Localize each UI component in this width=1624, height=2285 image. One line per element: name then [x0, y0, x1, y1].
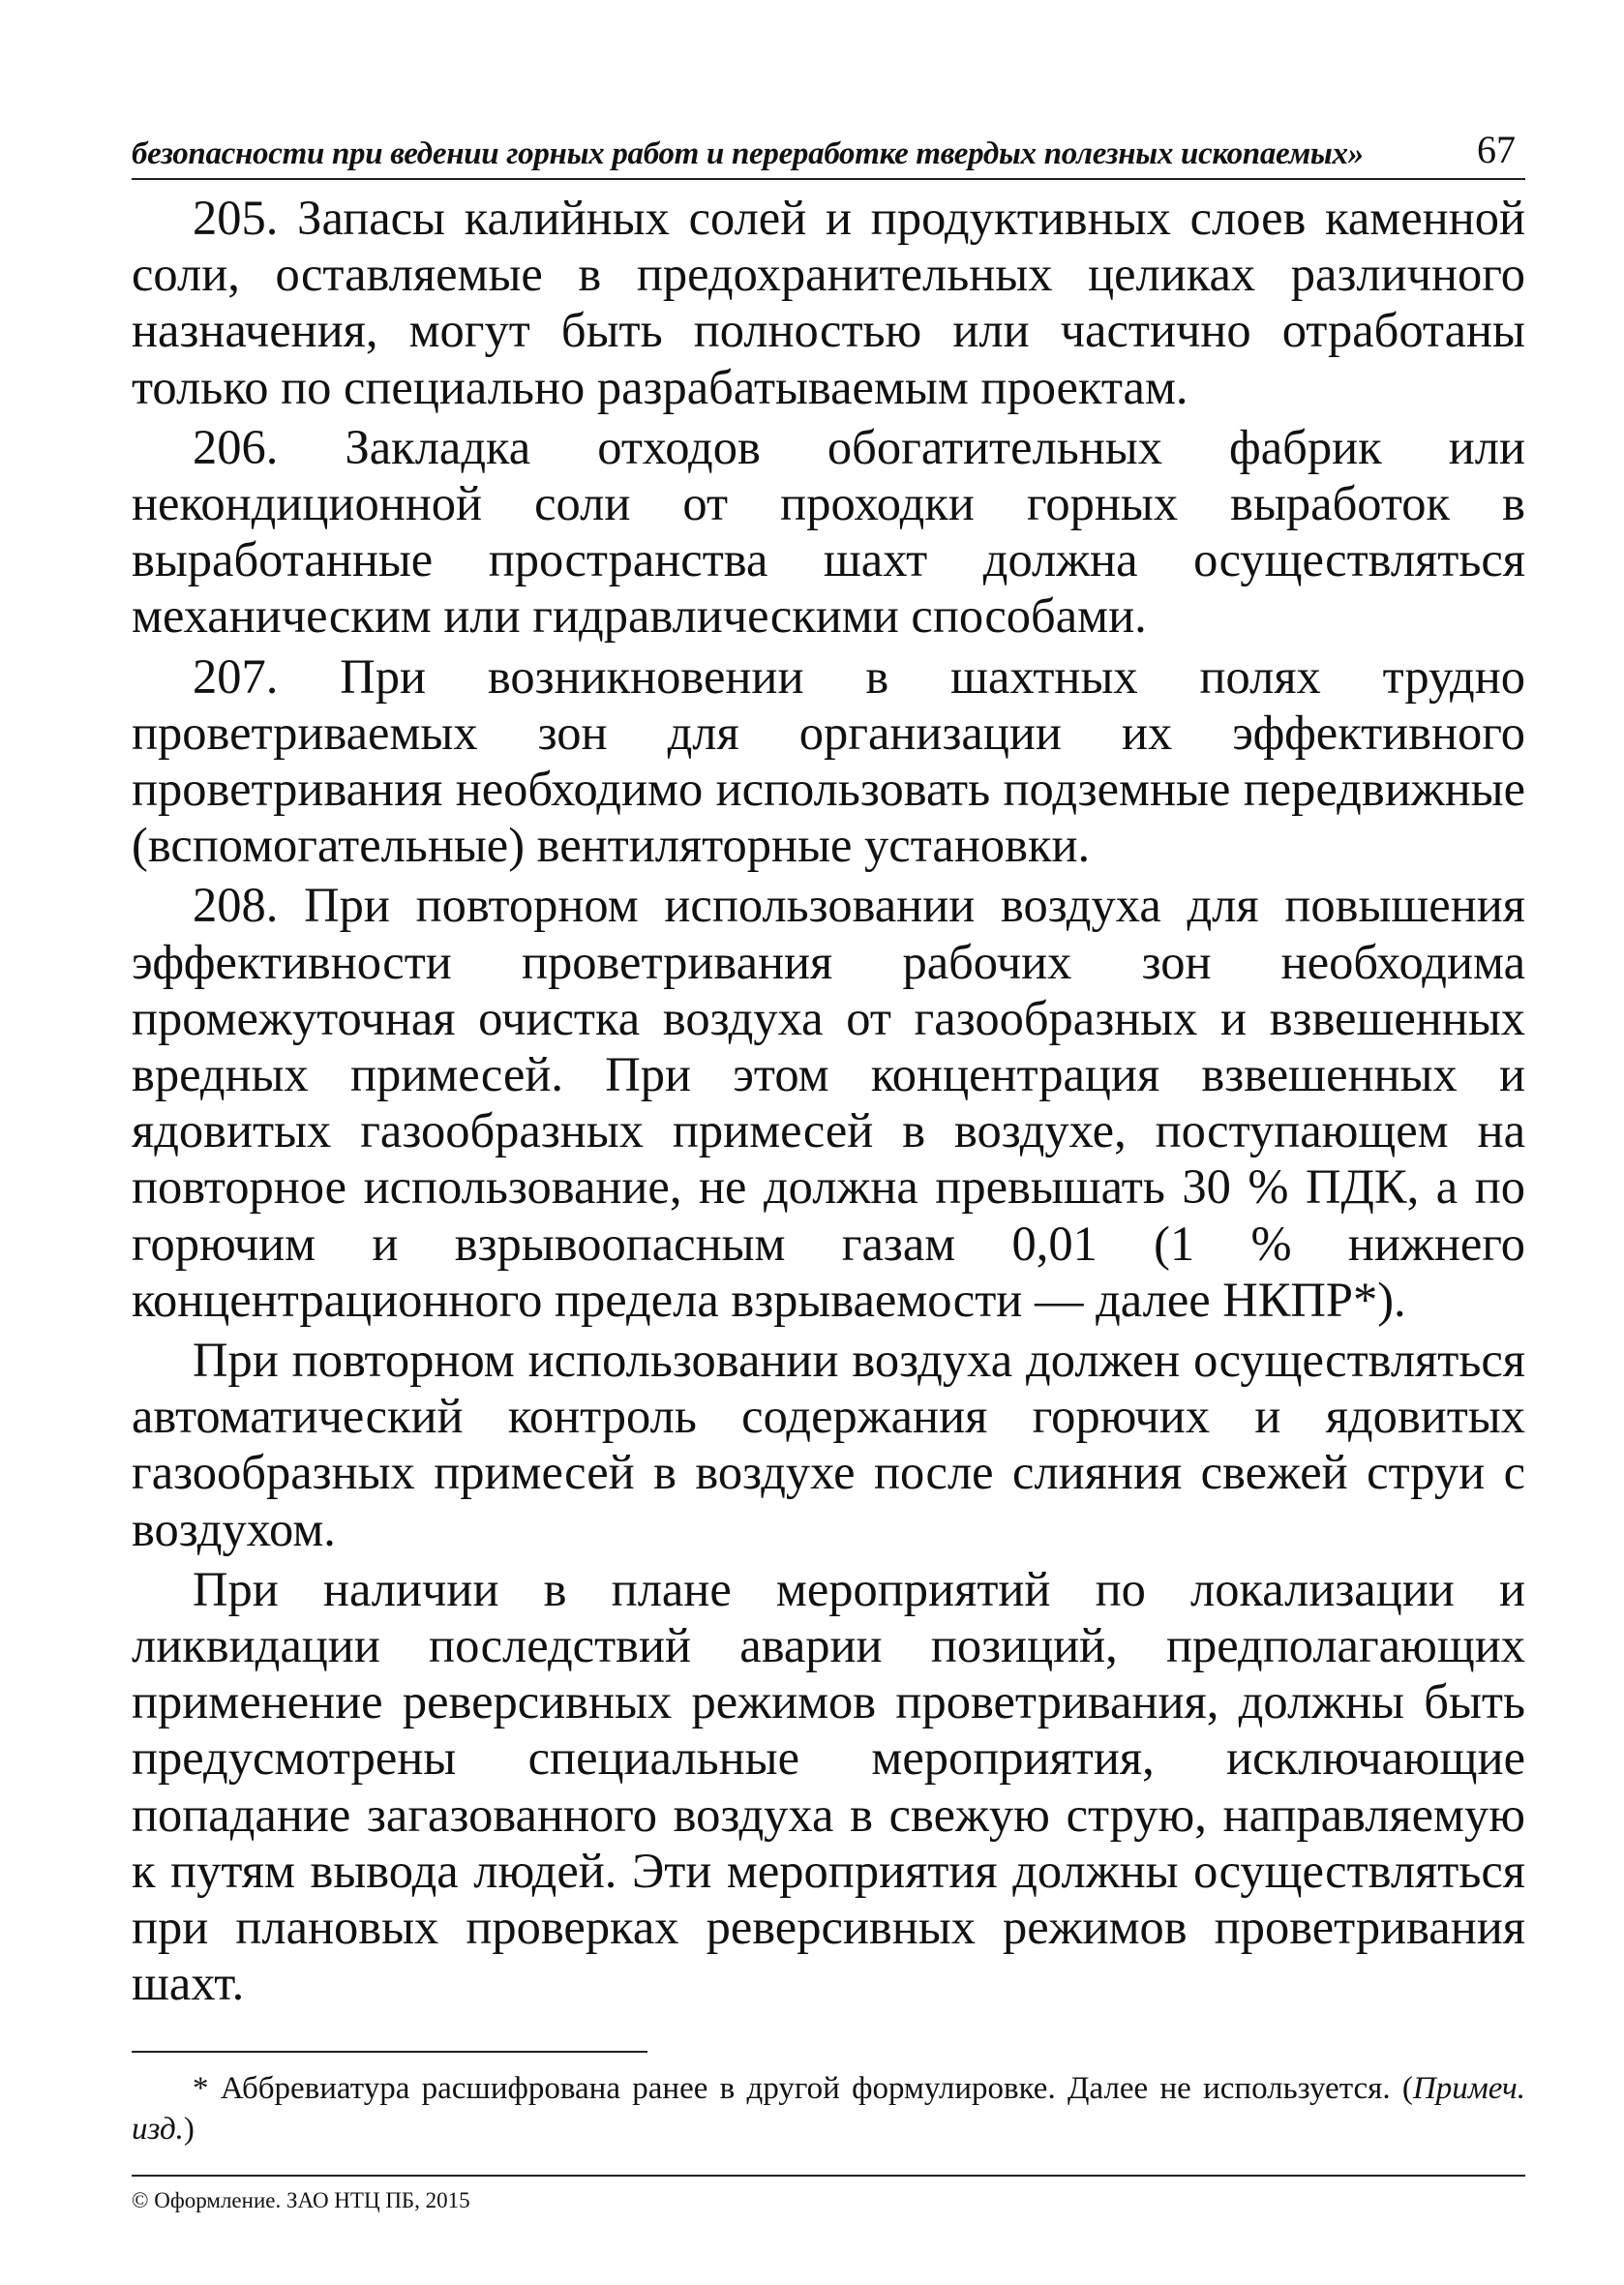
- running-header: [132, 116, 1525, 180]
- paragraph-208: 208. При повторном использовании воздуха для повышения эффективности проветривания рабочих зон необходима промежуточная очистка воздуха от газообразных и взвешенных вредных примесей. При этом концентрация взвешенных и ядовитых газообразных примесей в воздухе, поступающем на повторное использование, не должна превышать 30 % ПДК, а по горючим и взрывоопасным газам 0,01 (1 % нижнего концентрационного предела взрываемости — далее НКПР*).: [132, 878, 1525, 1327]
- paragraph-206: 206. Закладка отходов обогатительных фабрик или некондиционной соли от проходки горных выработок в выработанные пространства шахт должна осуществляться механическим или гидравлическими способами.: [132, 419, 1525, 644]
- paragraph-207: 207. При возникновении в шахтных полях трудно проветриваемых зон для организации их эффективного проветривания необходимо использовать подземные передвижные (вспомогательные) вентиляторные установки.: [132, 648, 1525, 873]
- paragraph-205: 205. Запасы калийных солей и продуктивных слоев каменной соли, оставляемые в предохранительных целиках различного назначения, могут быть полностью или частично отработаны только по специально разрабатываемым проектам.: [132, 191, 1525, 414]
- footnote-divider: [132, 2051, 647, 2053]
- paragraph-air-reuse-control: При повторном использовании воздуха должен осуществляться автоматический контроль содержания горючих и ядовитых газообразных примесей в воздухе после слияния свежей струи с воздухом.: [132, 1333, 1525, 1556]
- paragraph-reverse-ventilation: При наличии в плане мероприятий по локализации и ликвидации последствий аварии позиций, предполагающих применение реверсивных режимов проветривания, должны быть предусмотрены специальные мероприятия, исключающие попадание загазованного воздуха в свежую струю, направляемую к путям вывода людей. Эти мероприятия должны осуществляться при плановых проверках реверсивных режимов проветривания шахт.: [132, 1561, 1525, 2011]
- running-title: безопасности при ведении горных работ и переработке твердых полезных ископаемых»: [132, 136, 1364, 171]
- document-page: [132, 116, 1525, 2215]
- footnote: [132, 2068, 1525, 2150]
- page-number: 67: [1477, 128, 1516, 171]
- copyright-line: © Оформление. ЗАО НТЦ ПБ, 2015: [132, 2187, 470, 2212]
- body-text: [132, 190, 1525, 2012]
- footnote-text: * Аббревиатура расшифрована ранее в другой формулировке. Далее не используется. (: [193, 2070, 1413, 2106]
- footnote-editor-note: Примеч. изд.: [132, 2070, 1525, 2147]
- copyright-divider: [132, 2175, 1525, 2177]
- footnote-close: ): [183, 2111, 195, 2147]
